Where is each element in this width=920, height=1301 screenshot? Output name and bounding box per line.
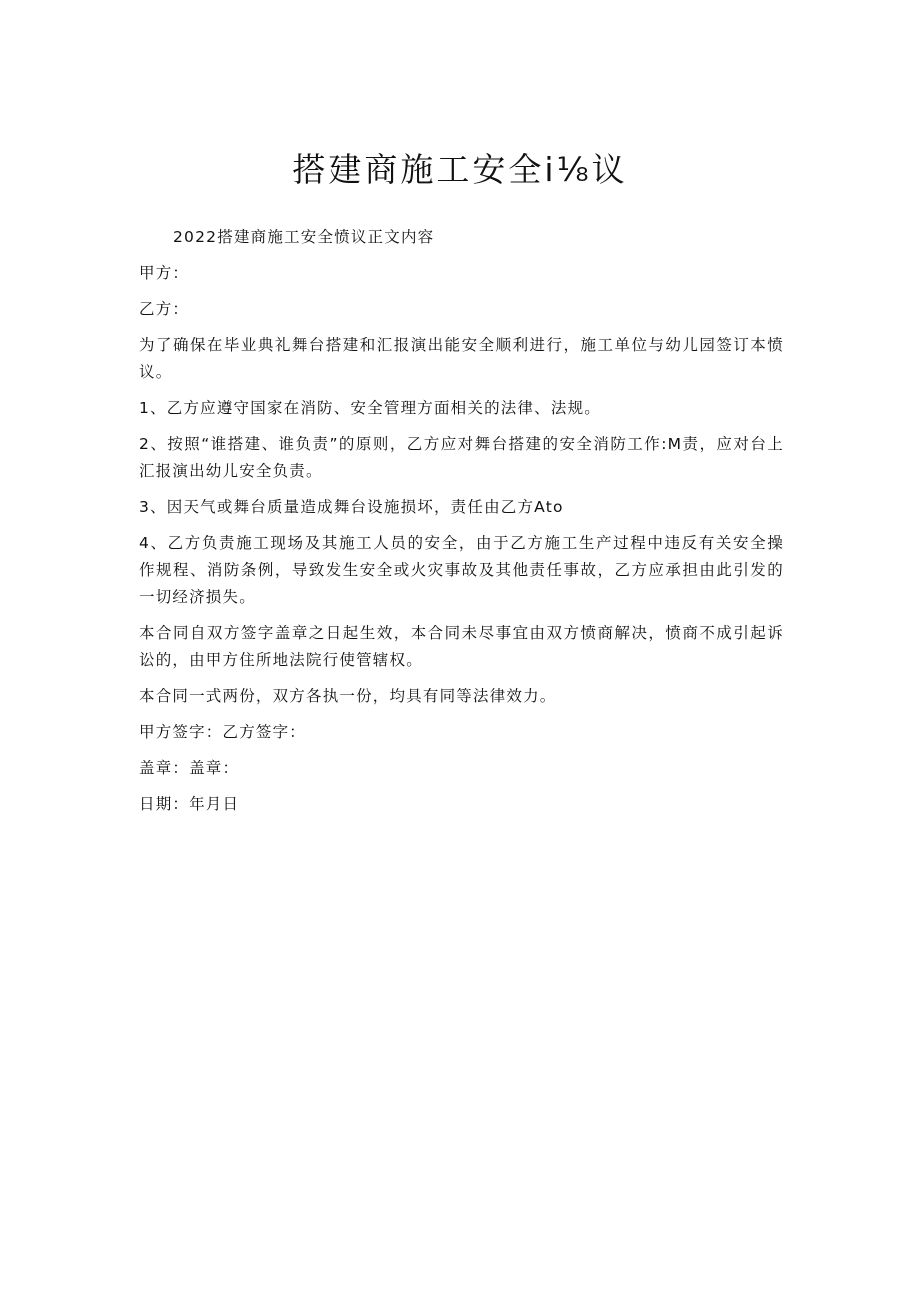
content-heading: 2022搭建商施工安全愤议正文内容 xyxy=(173,228,435,246)
clause-1: 1、乙方应遵守国家在消防、安全管理方面相关的法律、法规。 xyxy=(139,399,601,417)
party-a-line: 甲方： xyxy=(139,264,190,282)
preamble-paragraph: 为了确保在毕业典礼舞台搭建和汇报演出能安全顺利进行，施工单位与幼儿园签订本愤议。 xyxy=(139,336,784,381)
document-title: 搭建商施工安全i⅛议 xyxy=(292,150,628,189)
signature-line: 甲方签字：乙方签字： xyxy=(139,723,307,741)
party-b-line: 乙方： xyxy=(139,300,190,318)
clause-2: 2、按照“谁搭建、谁负责”的原则，乙方应对舞台搭建的安全消防工作:M责，应对台上汇报演出幼儿安全负责。 xyxy=(139,435,784,480)
clause-4: 4、乙方负责施工现场及其施工人员的安全，由于乙方施工生产过程中违反有关安全操作规程、消防条例，导致发生安全或火灾事故及其他责任事故，乙方应承担由此引发的一切经济损失。 xyxy=(139,534,784,606)
date-line: 日期：年月日 xyxy=(139,795,240,813)
document-body xyxy=(139,224,784,827)
copies-paragraph: 本合同一式两份，双方各执一份，均具有同等法律效力。 xyxy=(139,687,557,705)
clause-3: 3、因天气或舞台质量造成舞台设施损坏，责任由乙方Ato xyxy=(139,498,564,516)
effectiveness-paragraph: 本合同自双方签字盖章之日起生效，本合同未尽事宜由双方愤商解决，愤商不成引起诉讼的，由甲方住所地法院行使管辖权。 xyxy=(139,624,784,669)
seal-line: 盖章：盖章： xyxy=(139,759,240,777)
